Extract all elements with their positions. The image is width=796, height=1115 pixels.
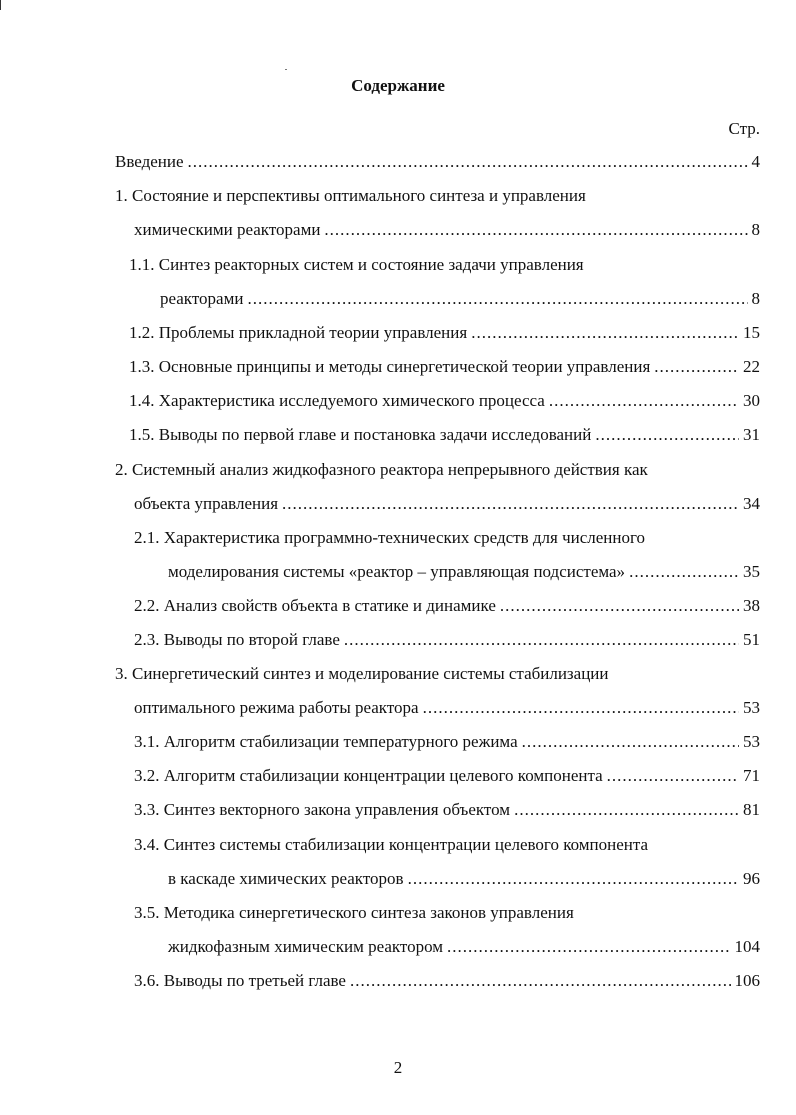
pages-column-label: Стр. [728, 119, 760, 138]
toc-entry-page: 96 [743, 869, 760, 888]
toc-entry-page: 31 [743, 425, 760, 444]
dot-leader [324, 219, 747, 241]
dot-leader [408, 868, 739, 890]
toc-entry [129, 390, 760, 412]
toc-entry [134, 595, 760, 617]
toc-entry-text: моделирования системы «реактор – управляющая подсистема» [168, 562, 626, 581]
toc-entry-page: 81 [743, 800, 760, 819]
toc-entry-page: 53 [743, 698, 760, 717]
toc-entry-text: объекта управления [134, 494, 279, 513]
toc-entry-page: 71 [743, 766, 760, 785]
dot-leader [423, 697, 739, 719]
toc-entry-text: 3. Синергетический синтез и моделирование системы стабилизации [115, 664, 609, 683]
toc-entry [134, 493, 760, 515]
toc-entry [134, 799, 760, 821]
toc-entry [129, 254, 584, 276]
toc-entry [115, 459, 648, 481]
toc-entry-text: 1.5. Выводы по первой главе и постановка задачи исследований [129, 425, 592, 444]
toc-entry [129, 356, 760, 378]
toc-entry [134, 902, 574, 924]
toc-entry-text: оптимального режима работы реактора [134, 698, 419, 717]
toc-entry-page: 53 [743, 732, 760, 751]
toc-entry [168, 561, 760, 583]
toc-entry-page: 34 [743, 494, 760, 513]
dot-leader [549, 390, 739, 412]
toc-entry [134, 765, 760, 787]
toc-entry [160, 288, 760, 310]
toc-entry-page: 104 [734, 937, 760, 956]
toc-entry-text: Введение [115, 152, 184, 171]
toc-entry-text: 1.3. Основные принципы и методы синергетической теории управления [129, 357, 651, 376]
toc-entry-text: 1.4. Характеристика исследуемого химического процесса [129, 391, 545, 410]
dot-leader [595, 424, 739, 446]
page-number: 2 [393, 1058, 403, 1077]
toc-entry [115, 151, 760, 173]
toc-entry-text: 1. Состояние и перспективы оптимального синтеза и управления [115, 186, 586, 205]
toc-entry [134, 629, 760, 651]
toc-entry [134, 970, 760, 992]
toc-entry-page: 106 [734, 971, 760, 990]
toc-entry-page: 22 [743, 357, 760, 376]
dot-leader [247, 288, 747, 310]
dot-leader [188, 151, 748, 173]
toc-entry [134, 527, 645, 549]
dot-leader [607, 765, 739, 787]
toc-entry [134, 834, 648, 856]
toc-entry-page: 8 [751, 220, 760, 239]
dot-leader [282, 493, 739, 515]
toc-entry-text: 3.1. Алгоритм стабилизации температурного режима [134, 732, 518, 751]
toc-entry-text: 2.2. Анализ свойств объекта в статике и динамике [134, 596, 496, 615]
dot-leader [514, 799, 739, 821]
toc-entry-page: 35 [743, 562, 760, 581]
dot-leader [654, 356, 739, 378]
dot-leader [522, 731, 739, 753]
toc-entry-text: химическими реакторами [134, 220, 321, 239]
toc-entry-page: 15 [743, 323, 760, 342]
toc-entry-text: 2.3. Выводы по второй главе [134, 630, 340, 649]
dot-leader [344, 629, 739, 651]
toc-entry-text: жидкофазным химическим реактором [168, 937, 444, 956]
toc-entry-page: 51 [743, 630, 760, 649]
toc-entry-text: 1.1. Синтез реакторных систем и состояние задачи управления [129, 255, 584, 274]
toc-entry [134, 731, 760, 753]
toc-entry-text: 3.5. Методика синергетического синтеза законов управления [134, 903, 574, 922]
dot-leader [350, 970, 731, 992]
dot-leader [629, 561, 739, 583]
toc-entry [129, 322, 760, 344]
page-title: Содержание [351, 76, 445, 95]
toc-entry-text: 3.3. Синтез векторного закона управления объектом [134, 800, 511, 819]
dot-leader [447, 936, 730, 958]
toc-entry [168, 868, 760, 890]
dot-leader [500, 595, 739, 617]
toc-entry-text: 2.1. Характеристика программно-технических средств для численного [134, 528, 646, 547]
toc-entry-page: 30 [743, 391, 760, 410]
toc-entry-page: 8 [751, 289, 760, 308]
toc-entry [134, 219, 760, 241]
toc-entry-text: реакторами [160, 289, 244, 308]
toc-entry [115, 663, 609, 685]
toc-entry-text: 3.4. Синтез системы стабилизации концентрации целевого компонента [134, 835, 649, 854]
toc-entry-text: 3.6. Выводы по третьей главе [134, 971, 346, 990]
toc-entry-page: 38 [743, 596, 760, 615]
toc-entry [115, 185, 586, 207]
toc-entry-text: 3.2. Алгоритм стабилизации концентрации целевого компонента [134, 766, 603, 785]
toc-entry-text: 2. Системный анализ жидкофазного реактора непрерывного действия как [115, 460, 648, 479]
toc-entry-page: 4 [751, 152, 760, 171]
toc-entry-text: в каскаде химических реакторов [168, 869, 404, 888]
toc-entry-text: 1.2. Проблемы прикладной теории управления [129, 323, 468, 342]
toc-entry [129, 424, 760, 446]
toc-entry [134, 697, 760, 719]
toc-entry [168, 936, 760, 958]
dot-leader [471, 322, 739, 344]
